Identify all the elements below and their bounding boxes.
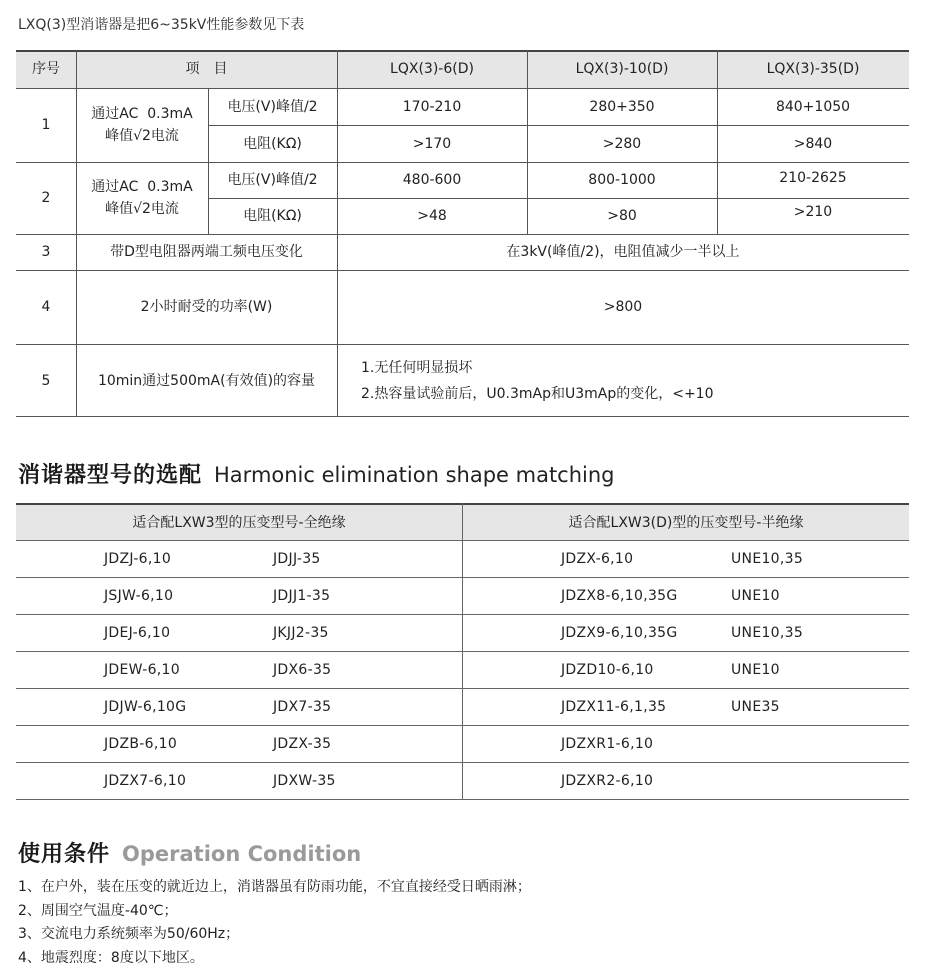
model-cell: JDZB-6,10	[104, 735, 178, 752]
row1-resistance-c3: >840	[793, 135, 833, 152]
table-bottom-border	[16, 416, 909, 417]
row1-resistance-c1: >170	[412, 135, 452, 152]
divider	[16, 162, 909, 163]
row2-condition	[76, 162, 208, 234]
divider	[16, 234, 909, 235]
row5-value	[361, 344, 909, 417]
row1-voltage-c3: 840+1050	[775, 98, 851, 115]
row3-no: 3	[41, 244, 51, 260]
header-item: 项 目	[185, 61, 228, 77]
row2-param-resistance: 电阻(KΩ)	[243, 208, 302, 224]
model-cell: JDZD10-6,10	[561, 661, 654, 678]
row1-condition-line1: 通过AC 0.3mA	[91, 106, 193, 122]
performance-table	[16, 50, 909, 417]
model-cell: JKJJ2-35	[273, 624, 329, 641]
model-cell: JDZX7-6,10	[104, 772, 187, 789]
intro-text: LXQ(3)型消谐器是把6~35kV性能参数见下表	[18, 17, 305, 33]
condition-item: 3、交流电力系统频率为50/60Hz；	[18, 926, 240, 942]
model-cell: JSJW-6,10	[104, 587, 174, 604]
section-title-cn: 消谐器型号的选配	[18, 463, 203, 488]
row2-voltage-c2: 800-1000	[588, 172, 656, 188]
row1-resistance-c2: >280	[602, 135, 642, 152]
row2-param-voltage: 电压(V)峰值/2	[227, 172, 318, 188]
divider	[208, 125, 909, 126]
header-lqx-10: LQX(3)-10(D)	[575, 61, 669, 77]
model-cell: JDZXR2-6,10	[561, 772, 654, 789]
header-lqx-6: LQX(3)-6(D)	[390, 61, 474, 77]
row2-resistance-c2: >80	[607, 208, 637, 224]
header-no: 序号	[32, 61, 60, 77]
section-title-cn: 使用条件	[18, 842, 111, 867]
row1-no: 1	[41, 117, 51, 133]
condition-item: 2、周围空气温度-40℃；	[18, 902, 178, 919]
model-cell: JDX6-35	[273, 661, 332, 678]
divider	[16, 88, 909, 89]
condition-item: 4、地震烈度：8度以下地区。	[18, 949, 204, 966]
row4-value: >800	[603, 299, 643, 315]
section-heading-matching	[18, 458, 615, 489]
model-cell: JDX7-35	[273, 698, 332, 715]
row5-item: 10min通过500mA(有效值)的容量	[97, 372, 316, 389]
row1-param-resistance: 电阻(KΩ)	[243, 135, 302, 152]
divider	[462, 503, 463, 800]
row1-param-voltage: 电压(V)峰值/2	[227, 98, 318, 115]
row4-item: 2小时耐受的功率(W)	[140, 299, 273, 315]
row5-value-line1: 1.无任何明显损坏	[361, 359, 473, 376]
header-half-insulation: 适合配LXW3(D)型的压变型号-半绝缘	[568, 514, 804, 531]
model-cell: JDEW-6,10	[104, 661, 180, 678]
row5-no: 5	[41, 372, 51, 389]
header-lqx-35: LQX(3)-35(D)	[766, 61, 860, 77]
model-cell: JDXW-35	[273, 772, 336, 789]
divider	[208, 198, 909, 199]
divider	[337, 50, 338, 417]
model-cell: UNE35	[731, 698, 780, 715]
model-cell: JDJJ-35	[273, 550, 321, 567]
model-cell: JDZXR1-6,10	[561, 735, 654, 752]
divider	[208, 88, 209, 234]
row4-no: 4	[41, 299, 51, 315]
model-cell: UNE10	[731, 661, 780, 678]
divider	[16, 344, 909, 345]
section-title-en: Harmonic elimination shape matching	[214, 463, 615, 487]
model-cell: JDEJ-6,10	[104, 624, 171, 641]
model-cell: JDJW-6,10G	[104, 698, 187, 715]
model-cell: JDZX11-6,1,35	[561, 698, 667, 715]
table-top-border	[16, 50, 909, 52]
row2-condition-line1: 通过AC 0.3mA	[91, 179, 193, 195]
model-cell: JDZX-35	[273, 735, 332, 752]
row5-value-line2: 2.热容量试验前后，U0.3mAp和U3mAp的变化，<+10	[361, 385, 714, 402]
section-title-en: Operation Condition	[122, 842, 362, 866]
divider	[16, 270, 909, 271]
row3-item: 带D型电阻器两端工频电压变化	[110, 244, 303, 260]
divider	[527, 50, 528, 234]
model-cell: JDZX8-6,10,35G	[561, 587, 678, 604]
model-cell: UNE10	[731, 587, 780, 604]
row1-condition	[76, 88, 208, 162]
model-cell: JDZJ-6,10	[104, 550, 172, 567]
model-cell: UNE10,35	[731, 550, 804, 567]
row2-resistance-c1: >48	[417, 208, 447, 224]
model-matching-table	[16, 503, 909, 800]
row1-condition-line2: 峰值√2电流	[105, 128, 179, 144]
conditions-list	[18, 876, 531, 970]
divider	[717, 50, 718, 234]
model-cell: JDJJ1-35	[273, 587, 331, 604]
row2-no: 2	[41, 190, 51, 206]
model-cell: JDZX9-6,10,35G	[561, 624, 678, 641]
row2-voltage-c1: 480-600	[402, 172, 462, 188]
row1-voltage-c2: 280+350	[589, 98, 655, 115]
row2-voltage-c3: 210-2625	[779, 170, 847, 186]
divider	[76, 50, 77, 417]
model-cell: JDZX-6,10	[561, 550, 634, 567]
condition-item: 1、在户外，装在压变的就近边上，消谐器虽有防雨功能，不宜直接经受日晒雨淋；	[18, 879, 531, 895]
row3-value: 在3kV(峰值/2)，电阻值减少一半以上	[506, 244, 740, 260]
row2-condition-line2: 峰值√2电流	[105, 201, 179, 217]
row2-resistance-c3: >210	[793, 204, 833, 220]
model-cell: UNE10,35	[731, 624, 804, 641]
section-heading-conditions	[18, 837, 361, 868]
row1-voltage-c1: 170-210	[402, 98, 462, 115]
header-full-insulation: 适合配LXW3型的压变型号-全绝缘	[132, 514, 346, 531]
